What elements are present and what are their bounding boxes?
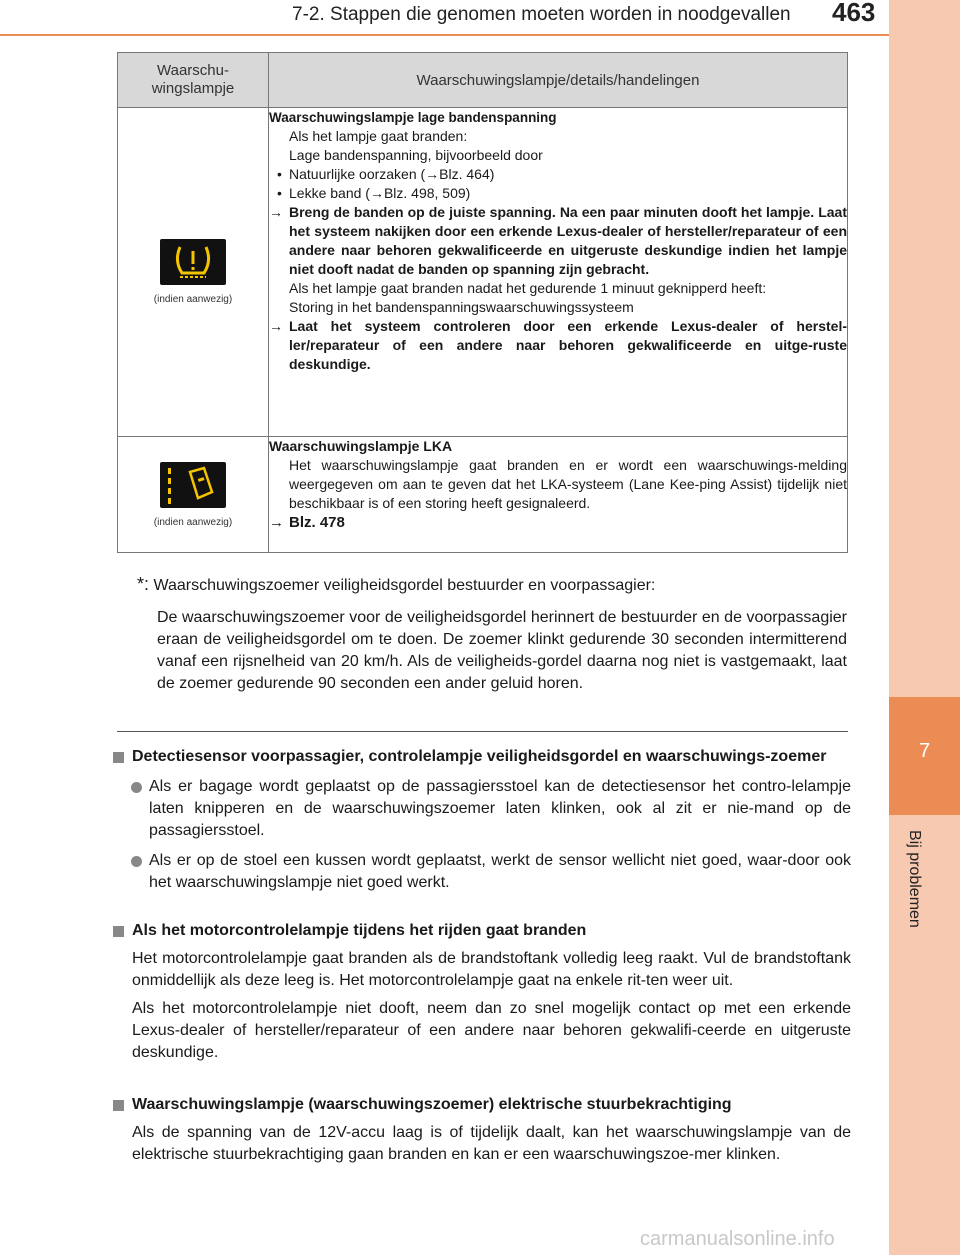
action-text: Laat het systeem controleren door een erkende Lexus-dealer of herstel-ler/reparateur of een andere naar behoren gekwalificeerde en uitge-ruste deskundige.: [289, 318, 847, 372]
bullet-point: Als er bagage wordt geplaatst op de passagiersstoel kan de detectiesensor het contro-lelampje laten knipperen en de waarschuwingszoemer laten klinken, ook al zit er nie-mand op de passagiersstoel.: [113, 776, 851, 842]
watermark: carmanualsonline.info: [640, 1228, 835, 1250]
lamp-description: [269, 437, 848, 553]
desc-line: Als het lampje gaat branden nadat het gedurende 1 minuut geknipperd heeft:: [289, 280, 767, 296]
lamp-title: Waarschuwingslampje lage bandenspanning: [269, 110, 557, 125]
footnote: [137, 573, 847, 695]
footnote-paragraph: De waarschuwingszoemer voor de veiligheidsgordel herinnert de bestuurder en de voorpassagier eraan de veiligheidsgordel om te doen. De zoemer klinkt gedurende 30 seconden intermitterend vanaf een rijsnelheid van 20 km/h. Als de veiligheids-gordel daarna nog niet is vastgemaakt, laat de zoemer gedurende 90 seconden een ander geluid horen.: [157, 609, 847, 692]
chapter-sidebar: [889, 0, 960, 1255]
section-heading: Als het motorcontrolelampje tijdens het rijden gaat branden: [113, 920, 851, 942]
desc-line: Lage bandenspanning, bijvoorbeeld door: [289, 147, 543, 163]
page-reference: Blz. 478: [289, 514, 345, 531]
footnote-text: Waarschuwingszoemer veiligheidsgordel bestuurder en voorpassagier:: [153, 577, 656, 594]
lka-warning-icon: [160, 462, 226, 508]
section-engine-lamp: [113, 920, 851, 1064]
table-header-row: [118, 53, 848, 108]
warning-lamp-table: [117, 52, 848, 553]
tire-pressure-warning-icon: [160, 239, 226, 285]
action-text: Breng de banden op de juiste spanning. Na een paar minuten dooft het lampje. Laat het systeem nakijken door een erkende Lexus-dealer of hersteller/reparateur of een andere naar behoren gekwalificeerde en uitgeruste deskundige indien het lampje niet dooft nadat de banden op spanning zijn gebracht.: [289, 204, 847, 277]
footnote-line: [137, 573, 847, 597]
footnote-mark: *:: [137, 574, 150, 594]
chapter-label: Bij problemen: [906, 830, 923, 928]
section-title: 7-2. Stappen die genomen moeten worden in noodgevallen: [292, 4, 791, 25]
section-power-steering: [113, 1094, 851, 1166]
section-heading: Waarschuwingslampje (waarschuwingszoemer) elektrische stuurbekrachtiging: [113, 1094, 851, 1116]
lamp-icon-cell: [118, 437, 269, 553]
action-item: [269, 317, 847, 374]
desc-line: Als het lampje gaat branden:: [289, 128, 468, 144]
page-number: 463: [832, 0, 876, 27]
desc-line: Storing in het bandenspanningswaarschuwingssysteem: [289, 299, 634, 315]
arrow-icon: →: [269, 204, 283, 220]
column-header-details: Waarschuwingslampje/details/handelingen: [269, 53, 848, 108]
icon-note: (indien aanwezig): [153, 516, 233, 528]
lamp-description: [269, 108, 848, 437]
desc-line: Het waarschuwingslampje gaat branden en er wordt een waarschuwings-melding weergegeven om aan te geven dat het LKA-systeem (Lane Kee-ping Assist) tijdelijk niet beschikbaar is of een storing heeft gesignaleerd.: [289, 457, 847, 511]
lamp-icon-cell: [118, 108, 269, 437]
header-rule: [0, 34, 889, 36]
column-header-lamp: Waarschu-wingslampje: [118, 53, 269, 108]
page-header: [0, 0, 889, 36]
paragraph: Als het motorcontrolelampje niet dooft, neem dan zo snel mogelijk contact op met een erkende Lexus-dealer of hersteller/reparateur of een andere naar behoren gekwalifi-ceerde en uitgeruste deskundige.: [132, 1000, 851, 1061]
action-item: [269, 203, 847, 279]
desc-bullet: • Lekke band (→Blz. 498, 509): [269, 184, 847, 203]
arrow-icon: →: [269, 318, 283, 334]
section-heading: Detectiesensor voorpassagier, controlelampje veiligheidsgordel en waarschuwings-zoemer: [113, 746, 851, 768]
icon-note: (indien aanwezig): [153, 294, 233, 305]
paragraph: Als de spanning van de 12V-accu laag is of tijdelijk daalt, kan het waarschuwingslampje van de elektrische stuurbekrachtiging gaan branden en kan er een waarschuwingszoe-mer klinken.: [132, 1124, 851, 1163]
arrow-icon: →: [269, 514, 284, 531]
paragraph: Het motorcontrolelampje gaat branden als de brandstoftank volledig leeg raakt. Vul de brandstoftank onmiddellijk als deze leeg is. Het motorcontrolelampje gaat na enkele rit-ten weer uit.: [132, 950, 851, 989]
desc-bullet: • Natuurlijke oorzaken (→Blz. 464): [269, 165, 847, 184]
bullet-point: Als er op de stoel een kussen wordt geplaatst, werkt de sensor wellicht niet goed, waar-door ook het waarschuwingslampje niet goed werkt.: [113, 850, 851, 894]
table-row: [118, 108, 848, 437]
section-passenger-sensor: [113, 746, 851, 894]
divider: [117, 731, 848, 732]
lamp-title: Waarschuwingslampje LKA: [269, 438, 453, 454]
chapter-number: 7: [918, 740, 931, 762]
action-item: [269, 513, 847, 532]
table-row: [118, 437, 848, 553]
